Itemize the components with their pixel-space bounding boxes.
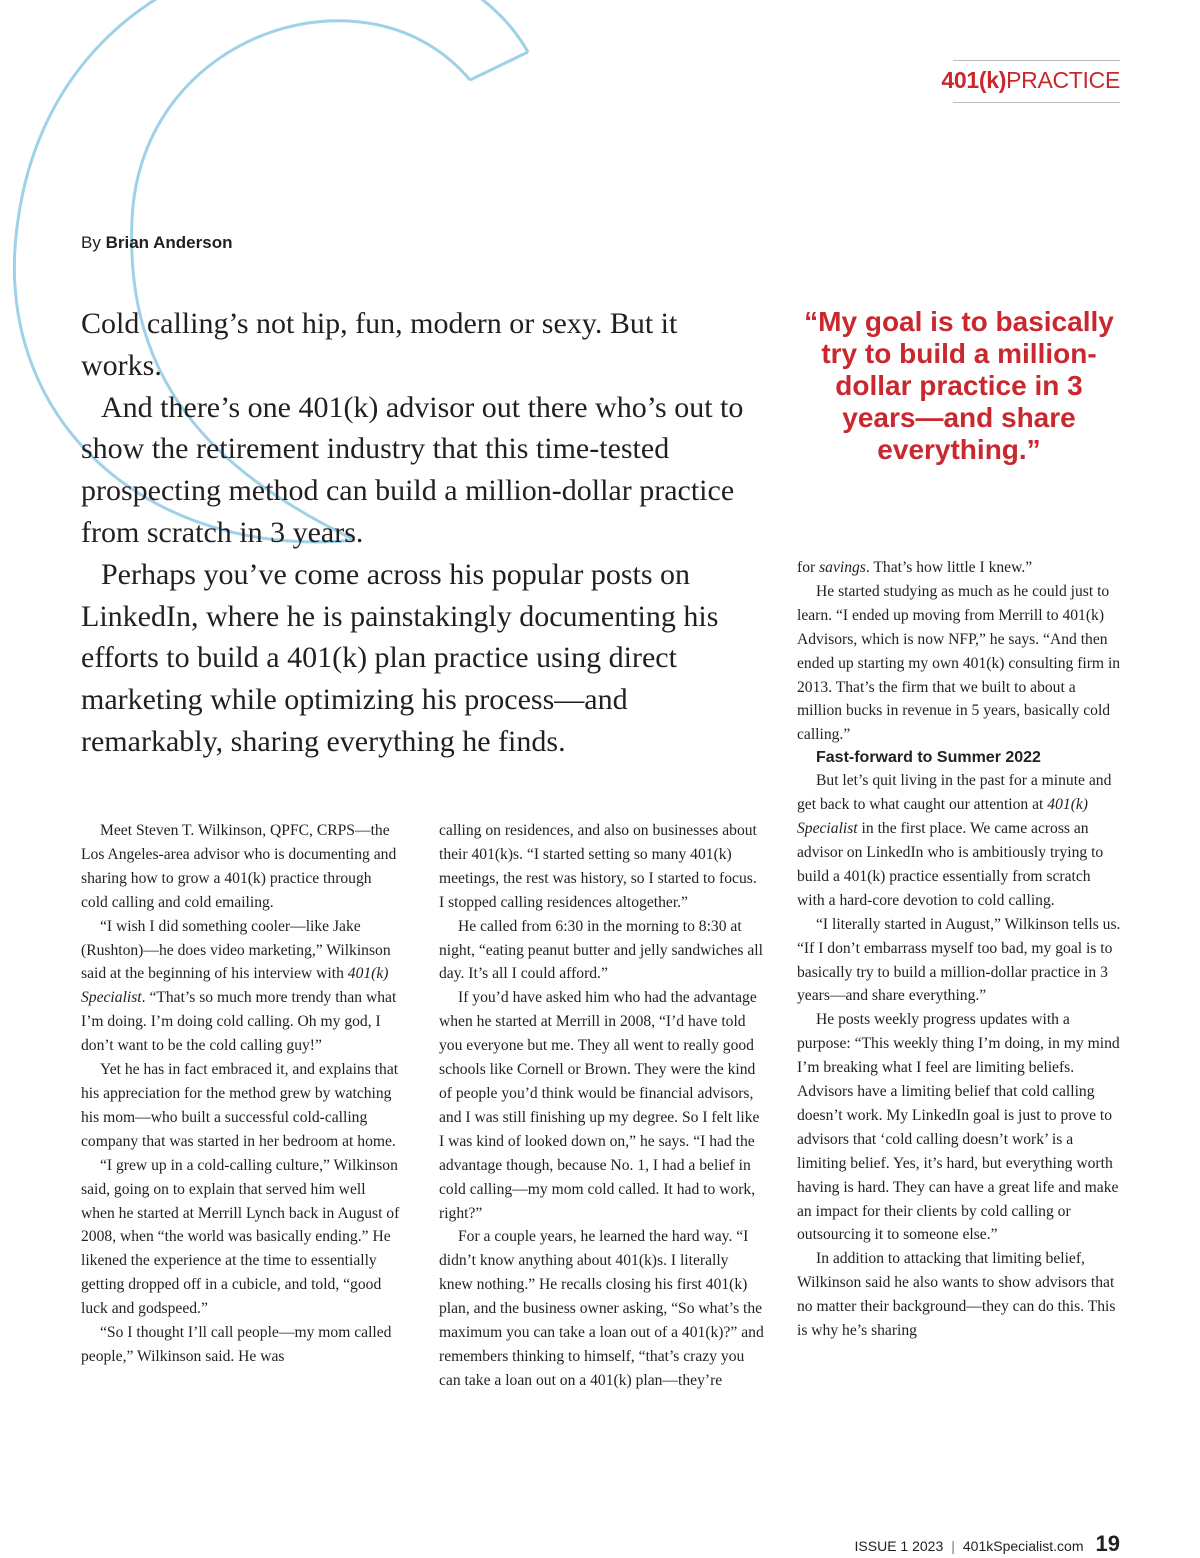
issue-label: ISSUE 1 2023 [854,1538,944,1554]
column-3-paragraph: He posts weekly progress updates with a purpose: “This weekly thing I’m doing, in my mind I’m breaking what I feel are limiting beliefs. Advisors have a limiting belief that cold calling doesn’t work. My LinkedIn goal is just to prove to advisors that ‘cold calling doesn’t work’ is a limiting belief. Yes, it’s hard, but everything worth having is hard. They can have a great life and make an impact for their clients by cold calling or outsourcing it to someone else.” [797,1011,1120,1244]
emphasis: savings [819,559,866,576]
subheading: Fast-forward to Summer 2022 [816,749,1041,767]
byline-prefix: By [81,233,101,252]
intro-paragraph-1: Cold calling’s not hip, fun, modern or sexy. But it works. [81,307,678,382]
body-column-3 [797,556,1122,1343]
column-3-paragraph: “I literally started in August,” Wilkinson tells us. “If I don’t embarrass myself too bad, my goal is to basically try to build a million-dollar practice in 3 years—and share everything.” [797,915,1121,1005]
column-1-paragraph [81,915,401,1058]
byline-author: Brian Anderson [105,233,233,252]
footer-separator: | [951,1538,955,1554]
text-run: “I wish I did something cooler—like Jake (Rushton)—he does video marketing,” Wilkinson said at the beginning of his interview with [81,917,391,983]
column-3-paragraph: He started studying as much as he could just to learn. “I ended up moving from Merrill to 401(k) Advisors, which is now NFP,” he says. “And then ended up starting my own 401(k) consulting firm in 2013. That’s the firm that we built to about a million bucks in revenue in 5 years, basically cold calling.” [797,582,1121,744]
section-rule-top [953,60,1120,61]
pull-quote: “My goal is to basically try to build a million-dollar practice in 3 years—and share everything.” [804,306,1114,465]
publication-name: 401(k) Specialist [797,796,1088,838]
publication-name: 401(k) Specialist [81,965,389,1007]
column-2-paragraph: If you’d have asked him who had the advantage when he started at Merrill in 2008, “I’d have told you everyone but me. They all went to really good schools like Cornell or Brown. They were the kind of people you’d think would be financial advisors, and I was still finishing up my degree. So I felt like I was kind of looked down on,” he says. “I had the advantage though, because No. 1, I had a belief in cold calling—my mom cold called. It had to work, right?” [439,989,760,1222]
column-3-paragraph [797,769,1122,912]
column-1-paragraph: Yet he has in fact embraced it, and explains that his appreciation for the method grew by watching his mom—who built a successful cold-calling company that was started in her bedroom at home. [81,1061,399,1150]
section-label [941,67,1120,94]
page-number: 19 [1095,1531,1120,1556]
text-run: But let’s quit living in the past for a minute and get back to what caught our attention at [797,772,1112,814]
intro-paragraph-3: Perhaps you’ve come across his popular posts on LinkedIn, where he is painstakingly documenting his efforts to build a 401(k) plan practice using direct marketing while optimizing his process—and remarkably, sharing everything he finds. [81,557,719,758]
column-1-paragraph: Meet Steven T. Wilkinson, QPFC, CRPS—the Los Angeles-area advisor who is documenting and sharing how to grow a 401(k) practice through cold calling and cold emailing. [81,822,397,911]
website-label: 401kSpecialist.com [962,1538,1084,1554]
column-3-paragraph [797,556,1122,580]
section-label-light: PRACTICE [1006,67,1120,93]
section-rule-bottom [953,102,1120,103]
column-3-paragraph: In addition to attacking that limiting belief, Wilkinson said he also wants to show advisors that no matter their background—they can do this. This is why he’s sharing [797,1250,1116,1340]
column-2-paragraph: For a couple years, he learned the hard way. “I didn’t know anything about 401(k)s. I literally knew nothing.” He recalls closing his first 401(k) plan, and the business owner asking, “So what’s the maximum you can take a loan out of a 401(k)?” and remembers thinking to himself, “that’s crazy you can take a loan out on a 401(k) plan—they’re [439,1228,764,1389]
text-run: for [797,559,820,576]
column-2-paragraph: He called from 6:30 in the morning to 8:30 at night, “eating peanut butter and jelly sandwiches all day. It’s all I could afford.” [439,917,763,983]
body-column-1 [81,819,401,1369]
text-run: in the first place. We came across an advisor on LinkedIn who is ambitiously trying to build a 401(k) practice essentially from scratch with a hard-core devotion to cold calling. [797,820,1104,909]
intro-text [81,303,761,763]
byline [81,233,232,253]
section-label-bold: 401(k) [941,67,1007,93]
page-footer [855,1531,1120,1557]
intro-paragraph-2: And there’s one 401(k) advisor out there who’s out to show the retirement industry that this time-tested prospecting method can build a million-dollar practice from scratch in 3 years. [81,390,744,549]
column-1-paragraph: “So I thought I’ll call people—my mom called people,” Wilkinson said. He was [81,1324,392,1365]
text-run: . That’s how little I knew.” [865,559,1033,576]
body-column-2 [439,819,764,1393]
column-1-paragraph: “I grew up in a cold-calling culture,” Wilkinson said, going on to explain that served him well when he started at Merrill Lynch back in August of 2008, when “the world was basically ending.” He likened the experience at the time to essentially getting dropped off in a cubicle, and told, “good luck and godspeed.” [81,1156,400,1318]
column-2-paragraph: calling on residences, and also on businesses about their 401(k)s. “I started setting so many 401(k) meetings, the rest was history, so I started to focus. I stopped calling residences altogether.” [439,822,757,911]
text-run: . “That’s so much more trendy than what I’m doing. I’m doing cold calling. Oh my god, I don’t want to be the cold calling guy!” [81,989,397,1055]
